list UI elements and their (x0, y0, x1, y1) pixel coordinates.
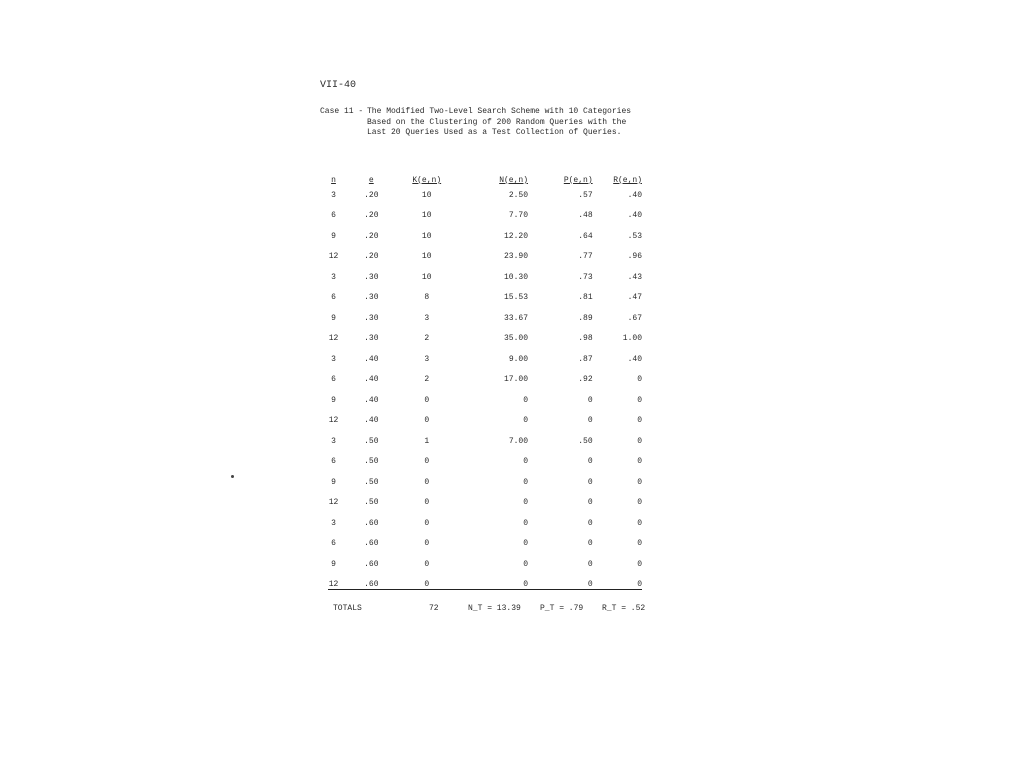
cell-e: .60 (364, 518, 379, 528)
cell-e: .50 (364, 477, 379, 487)
table-row (318, 575, 644, 596)
cell-e: .40 (364, 416, 379, 426)
cell-r: 0 (637, 375, 642, 385)
cell-r: 0 (637, 436, 642, 446)
header-e: e (368, 176, 374, 185)
cell-n-avg: 9.00 (508, 354, 529, 364)
cell-r: 0 (637, 395, 642, 405)
cell-p: 0 (587, 580, 593, 590)
header-r: R(e,n) (613, 176, 642, 185)
cell-p: .77 (578, 252, 593, 262)
cell-p: .81 (578, 293, 593, 303)
cell-k: 0 (424, 416, 430, 426)
cell-e: .20 (364, 252, 379, 262)
header-k: K(e,n) (412, 176, 442, 185)
cell-n-avg: 0 (523, 559, 529, 569)
cell-k: 10 (421, 190, 432, 200)
cell-e: .40 (364, 354, 379, 364)
cell-n-avg: 33.67 (504, 313, 529, 323)
cell-n: 3 (331, 272, 336, 282)
cell-r: 0 (637, 518, 642, 528)
cell-p: 0 (587, 395, 593, 405)
table-row (318, 472, 644, 493)
cell-n-avg: 0 (523, 539, 529, 549)
table-header-row (318, 167, 644, 185)
cell-r: .47 (627, 293, 642, 303)
cell-e: .30 (364, 272, 379, 282)
cell-e: .20 (364, 211, 379, 221)
header-p: P(e,n) (563, 176, 593, 185)
cell-n-avg: 17.00 (504, 375, 529, 385)
cell-k: 0 (424, 395, 430, 405)
cell-r: 0 (637, 498, 642, 508)
cell-k: 2 (424, 334, 430, 344)
cell-e: .60 (364, 580, 379, 590)
caption-label: Case 11 - (320, 107, 364, 116)
header-n: n (331, 176, 336, 185)
cell-k: 0 (424, 559, 430, 569)
cell-p: 0 (587, 559, 593, 569)
cell-n: 3 (331, 354, 336, 364)
table-row (318, 411, 644, 432)
cell-n: 9 (331, 477, 336, 487)
cell-k: 1 (424, 436, 430, 446)
cell-n: 9 (331, 395, 336, 405)
table-row (318, 349, 644, 370)
totals-rule (328, 589, 642, 590)
cell-p: .50 (578, 436, 593, 446)
table-row (318, 370, 644, 391)
scan-speck (231, 475, 234, 478)
cell-n: 6 (331, 539, 336, 549)
cell-n: 6 (331, 211, 336, 221)
caption-text: The Modified Two-Level Search Scheme with 10 Categories Based on the Clustering of 200 Random Queries with the Last 20 Queries Used as a Test Collection of Queries. (367, 107, 632, 137)
cell-n-avg: 0 (523, 395, 529, 405)
cell-k: 10 (421, 252, 432, 262)
cell-p: .89 (578, 313, 593, 323)
totals-label: TOTALS (333, 604, 362, 613)
cell-p: .57 (578, 190, 593, 200)
table-row (318, 554, 644, 575)
cell-r: .40 (627, 190, 642, 200)
cell-r: 0 (637, 416, 642, 426)
cell-n: 3 (331, 190, 336, 200)
cell-e: .40 (364, 395, 379, 405)
cell-n-avg: 35.00 (504, 334, 529, 344)
cell-k: 10 (421, 231, 432, 241)
cell-r: 0 (637, 457, 642, 467)
cell-k: 3 (424, 313, 430, 323)
table-row (318, 267, 644, 288)
cell-n-avg: 7.00 (508, 436, 529, 446)
cell-p: 0 (587, 498, 593, 508)
cell-k: 0 (424, 539, 430, 549)
cell-p: .48 (578, 211, 593, 221)
cell-r: .96 (627, 252, 642, 262)
table-row (318, 452, 644, 473)
cell-n-avg: 12.20 (504, 231, 529, 241)
cell-e: .30 (364, 334, 379, 344)
cell-n: 6 (331, 375, 336, 385)
table-row (318, 493, 644, 514)
cell-n-avg: 2.50 (508, 190, 529, 200)
cell-n-avg: 0 (523, 416, 529, 426)
cell-p: .64 (578, 231, 593, 241)
cell-n-avg: 23.90 (504, 252, 529, 262)
cell-n: 9 (331, 231, 336, 241)
cell-e: .20 (364, 231, 379, 241)
cell-r: .40 (627, 211, 642, 221)
page-number: VII-40 (320, 80, 357, 91)
table-row (318, 431, 644, 452)
cell-n-avg: 15.53 (504, 293, 529, 303)
header-n-avg: N(e,n) (499, 176, 529, 185)
cell-n: 9 (331, 559, 336, 569)
table-row (318, 247, 644, 268)
cell-n-avg: 0 (523, 580, 529, 590)
cell-k: 8 (424, 293, 430, 303)
cell-k: 0 (424, 580, 430, 590)
cell-p: .98 (578, 334, 593, 344)
cell-k: 10 (421, 211, 432, 221)
cell-n: 6 (331, 293, 336, 303)
cell-k: 2 (424, 375, 430, 385)
table-row (318, 513, 644, 534)
table-row (318, 534, 644, 555)
cell-k: 3 (424, 354, 430, 364)
cell-n: 12 (328, 498, 339, 508)
cell-r: .43 (627, 272, 642, 282)
cell-e: .50 (364, 457, 379, 467)
cell-p: 0 (587, 477, 593, 487)
cell-k: 0 (424, 477, 430, 487)
cell-e: .60 (364, 539, 379, 549)
cell-n: 12 (328, 580, 339, 590)
cell-e: .50 (364, 436, 379, 446)
totals-p: P_T = .79 (540, 604, 584, 613)
table-row (318, 390, 644, 411)
cell-e: .20 (364, 190, 379, 200)
table-row (318, 185, 644, 206)
cell-p: 0 (587, 416, 593, 426)
cell-r: 0 (637, 580, 642, 590)
cell-p: .92 (578, 375, 593, 385)
table-row (318, 206, 644, 227)
totals-k: 72 (429, 604, 439, 613)
cell-n: 3 (331, 518, 336, 528)
table-row (318, 308, 644, 329)
cell-n: 9 (331, 313, 336, 323)
table-body (318, 185, 644, 595)
cell-e: .60 (364, 559, 379, 569)
cell-r: .40 (627, 354, 642, 364)
cell-n-avg: 0 (523, 477, 529, 487)
cell-n: 12 (328, 416, 339, 426)
cell-k: 0 (424, 518, 430, 528)
totals-r: R_T = .52 (602, 604, 646, 613)
cell-r: 1.00 (622, 334, 642, 344)
cell-e: .50 (364, 498, 379, 508)
table-row (318, 226, 644, 247)
cell-n: 12 (328, 252, 339, 262)
table-row (318, 329, 644, 350)
cell-r: .53 (627, 231, 642, 241)
cell-n-avg: 7.70 (508, 211, 529, 221)
cell-n-avg: 0 (523, 518, 529, 528)
cell-e: .30 (364, 293, 379, 303)
cell-p: 0 (587, 457, 593, 467)
cell-p: 0 (587, 539, 593, 549)
cell-n-avg: 0 (523, 498, 529, 508)
totals-n: N_T = 13.39 (468, 604, 521, 613)
cell-n: 12 (328, 334, 339, 344)
table-row (318, 288, 644, 309)
cell-r: 0 (637, 539, 642, 549)
cell-k: 0 (424, 457, 430, 467)
results-table (318, 167, 644, 595)
cell-n-avg: 0 (523, 457, 529, 467)
cell-p: .73 (578, 272, 593, 282)
cell-e: .30 (364, 313, 379, 323)
cell-r: 0 (637, 477, 642, 487)
cell-k: 0 (424, 498, 430, 508)
cell-n-avg: 10.30 (504, 272, 529, 282)
cell-n: 6 (331, 457, 336, 467)
cell-r: .67 (627, 313, 642, 323)
cell-k: 10 (421, 272, 432, 282)
cell-p: .87 (578, 354, 593, 364)
cell-n: 3 (331, 436, 336, 446)
cell-p: 0 (587, 518, 593, 528)
cell-e: .40 (364, 375, 379, 385)
cell-r: 0 (637, 559, 642, 569)
